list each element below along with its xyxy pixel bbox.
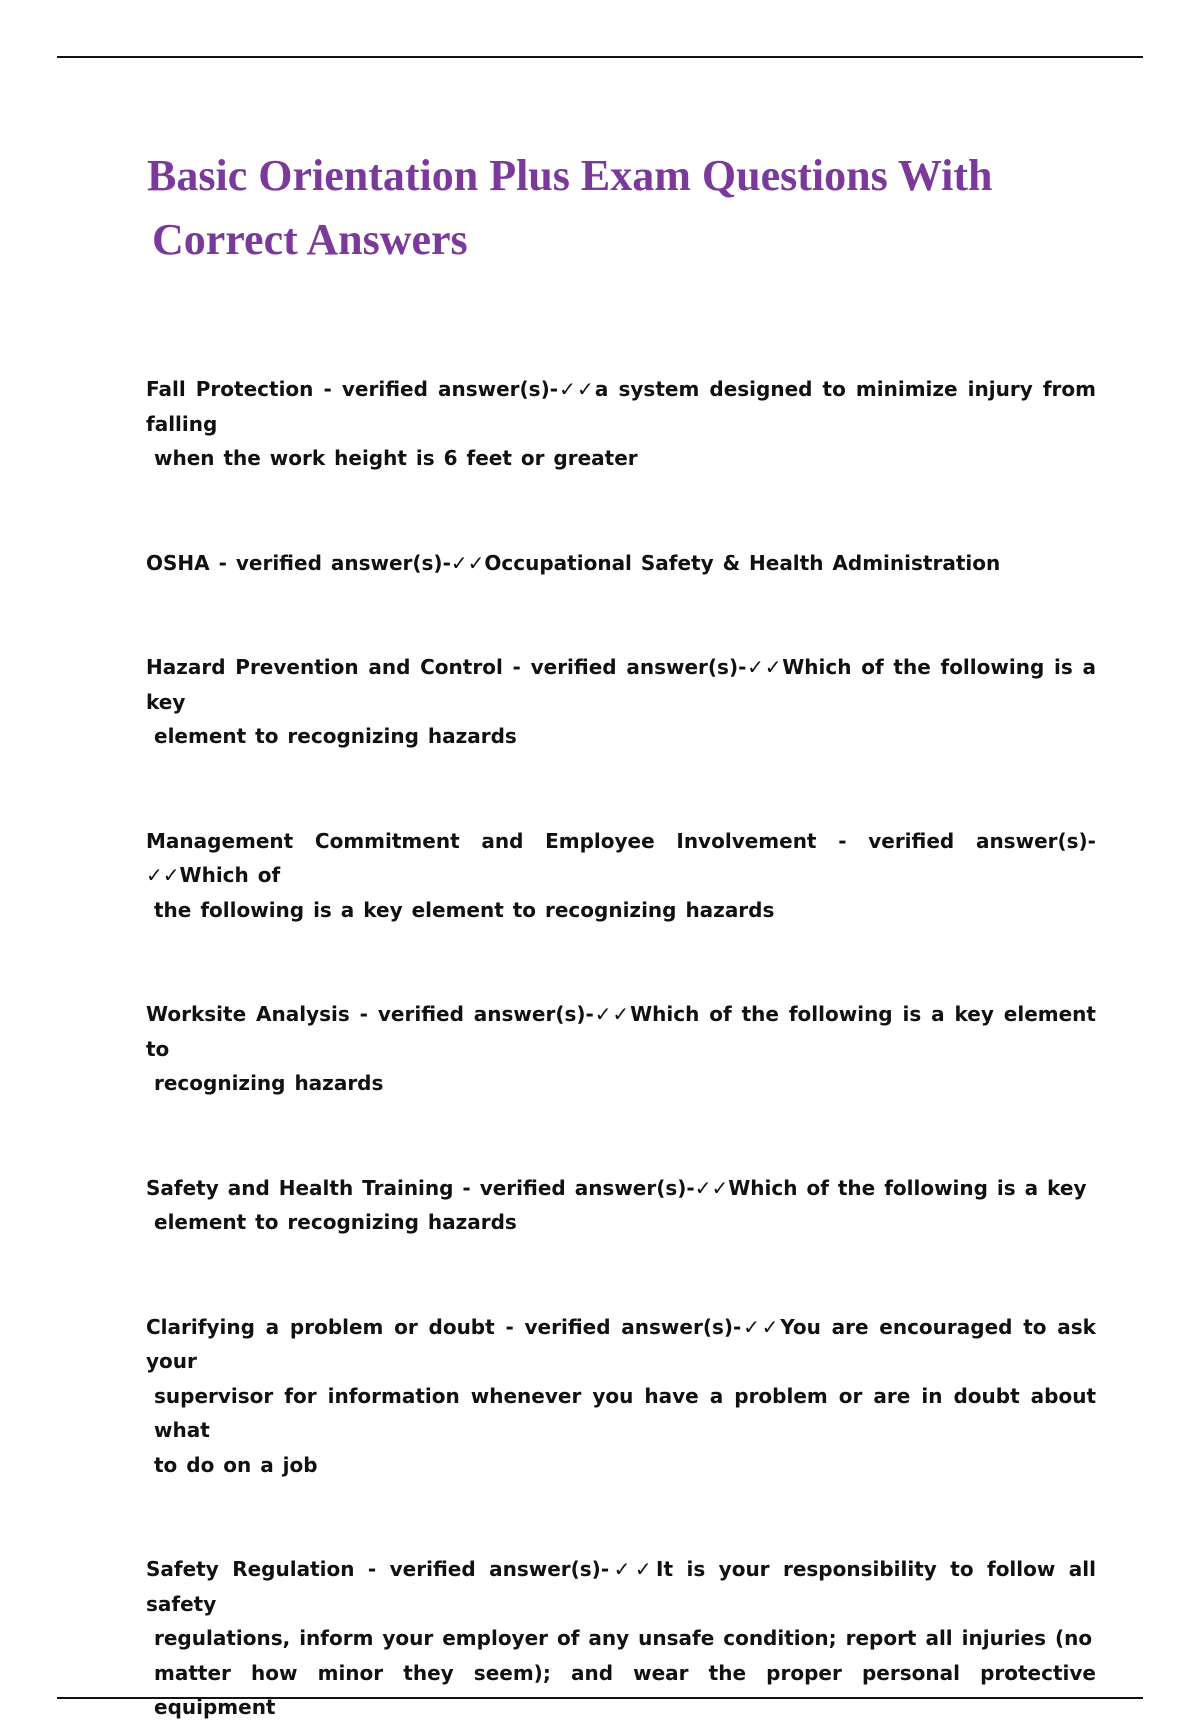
qa-answer-continuation: to do on a job <box>154 1452 318 1477</box>
double-checkmark-icon: ✓✓ <box>746 655 783 679</box>
qa-first-line <box>146 1310 1096 1379</box>
verified-label: verified answer(s)- <box>479 1175 695 1200</box>
top-rule <box>57 56 1143 58</box>
bottom-rule <box>57 1697 1143 1699</box>
double-checkmark-icon: ✓✓ <box>593 1002 631 1026</box>
qa-item <box>146 372 1096 476</box>
title-line-2: Correct Answers <box>152 215 468 264</box>
qa-first-line <box>146 1552 1096 1621</box>
qa-separator: - <box>453 1175 480 1200</box>
double-checkmark-icon: ✓✓ <box>558 377 595 401</box>
qa-term: Clarifying a problem or doubt <box>146 1314 495 1339</box>
qa-answer-continuation: element to recognizing hazards <box>154 1210 517 1234</box>
double-checkmark-icon: ✓✓ <box>609 1557 657 1581</box>
qa-item <box>146 1171 1096 1240</box>
qa-answer-continuation: supervisor for information whenever you have a problem or are in doubt about what <box>154 1383 1096 1442</box>
qa-list <box>146 372 1096 1725</box>
qa-answer-continuation: regulations, inform your employer of any unsafe condition; report all injuries (no <box>154 1626 1093 1650</box>
qa-separator: - <box>502 655 531 679</box>
qa-separator: - <box>209 550 236 575</box>
qa-first-line <box>146 546 1096 581</box>
qa-answer-start: Which of <box>179 863 281 887</box>
qa-answer-start: Which of the following is a key <box>728 1175 1087 1200</box>
qa-answer-start: Which of the following is a key <box>146 655 1096 714</box>
verified-label: verified answer(s)- <box>389 1557 610 1581</box>
qa-answer-continuation: recognizing hazards <box>154 1071 384 1095</box>
verified-label: verified answer(s)- <box>235 550 451 575</box>
qa-first-line <box>146 824 1096 893</box>
qa-item <box>146 1310 1096 1483</box>
verified-label: verified answer(s)- <box>868 828 1096 853</box>
qa-answer-continuation: the following is a key element to recognizing hazards <box>154 897 775 922</box>
qa-separator: - <box>313 377 342 401</box>
qa-answer-start: Occupational Safety & Health Administration <box>484 550 1001 575</box>
qa-item <box>146 650 1096 754</box>
verified-label: verified answer(s)- <box>377 1002 594 1026</box>
double-checkmark-icon: ✓✓ <box>450 550 485 575</box>
qa-separator: - <box>494 1314 525 1339</box>
qa-answer-start: Which of the following is a key element to <box>146 1002 1096 1061</box>
qa-answer-continuation: when the work height is 6 feet or greater <box>154 446 638 470</box>
page-title <box>147 144 1097 272</box>
qa-item <box>146 997 1096 1101</box>
qa-first-line <box>146 997 1096 1066</box>
qa-answer-start: a system designed to minimize injury from falling <box>146 377 1096 436</box>
verified-label: verified answer(s)- <box>524 1314 742 1339</box>
double-checkmark-icon: ✓✓ <box>146 863 180 887</box>
qa-item <box>146 546 1096 581</box>
double-checkmark-icon: ✓✓ <box>694 1175 729 1200</box>
verified-label: verified answer(s)- <box>341 377 559 401</box>
qa-term: Safety and Health Training <box>146 1175 454 1200</box>
verified-label: verified answer(s)- <box>530 655 747 679</box>
qa-term: Safety Regulation <box>146 1557 355 1581</box>
qa-term: OSHA <box>146 550 210 575</box>
qa-term: Fall Protection <box>146 377 314 401</box>
qa-separator: - <box>349 1002 378 1026</box>
qa-first-line <box>146 650 1096 719</box>
qa-term: Worksite Analysis <box>146 1002 350 1026</box>
qa-answer-continuation: element to recognizing hazards <box>154 724 517 748</box>
qa-term: Management Commitment and Employee Involvement <box>146 828 817 853</box>
title-line-1: Basic Orientation Plus Exam Questions With <box>147 151 993 200</box>
qa-first-line <box>146 372 1096 441</box>
qa-separator: - <box>816 828 869 853</box>
double-checkmark-icon: ✓✓ <box>741 1314 781 1339</box>
qa-answer-start: It is your responsibility to follow all safety <box>146 1557 1096 1616</box>
qa-separator: - <box>354 1557 390 1581</box>
qa-term: Hazard Prevention and Control <box>146 655 503 679</box>
qa-answer-continuation: matter how minor they seem); and wear the proper personal protective equipment <box>154 1660 1096 1719</box>
qa-first-line <box>146 1171 1096 1206</box>
qa-answer-start: You are encouraged to ask your <box>146 1314 1096 1373</box>
qa-item <box>146 824 1096 928</box>
